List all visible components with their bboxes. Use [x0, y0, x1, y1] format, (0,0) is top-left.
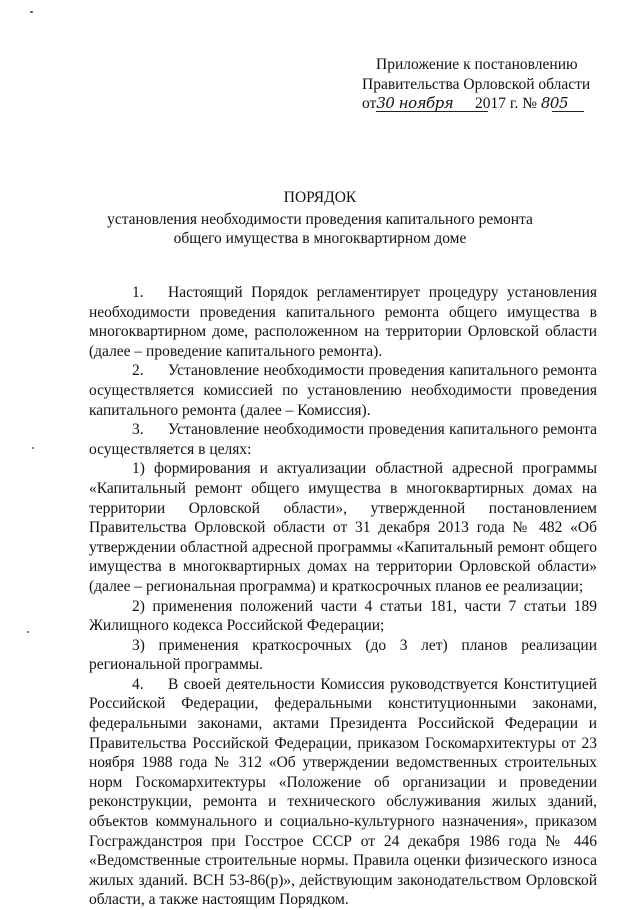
subparagraph-1	[89, 459, 597, 596]
paragraph-text: Установление необходимости проведения капитального ремонта осуществляется комиссией по установлению необходимости проведения капитального ремонта (далее – Комиссия).	[89, 362, 597, 419]
paragraph-text: В своей деятельности Комиссия руководствуется Конституцией Российской Федерации, федеральными конституционными законами, федеральными законами, актами Президента Российской Федерации и Правительства Российской Федерации, приказом Госкомархитектуры от 23 ноября 1988 года № 312 «Об утверждении ведомственных строительных норм Госкомархитектуры «Положение об организации и проведении реконструкции, ремонта и технического обслуживания жилых зданий, объектов коммунального и социально-культурного назначения», приказом Госгражданстроя при Госстрое СССР от 24 декабря 1986 года № 446 «Ведомственные строительные нормы. Правила оценки физического износа жилых зданий. ВСН 53-86(р)», действующим законодательством Орловской области, а также настоящим Порядком.	[89, 675, 597, 909]
document-body	[89, 283, 597, 910]
paragraph-number: 3.	[132, 421, 144, 439]
paragraph-text: 1) формирования и актуализации областной адресной программы «Капитальный ремонт общего имущества в многоквартирных домах на территории Орловской области», утвержденной постановлением Правительства Орловской области от 31 декабря 2013 года № 482 «Об утверждении областной адресной программы «Капитальный ремонт общего имущества в многоквартирных домах на территории Орловской области» (далее – региональная программа) и краткосрочных планов ее реализации;	[89, 460, 597, 595]
year-text: 2017 г. №	[474, 95, 537, 112]
paragraph-1	[89, 283, 597, 361]
subparagraph-3	[89, 636, 597, 675]
date-prefix: от	[362, 95, 377, 112]
title-line-3: общего имущества в многоквартирном доме	[173, 230, 467, 247]
paragraph-2	[89, 361, 597, 420]
handwritten-date: 30 ноября	[376, 94, 454, 112]
paragraph-number: 1.	[132, 284, 144, 301]
paragraph-text: 3) применения краткосрочных (до 3 лет) планов реализации региональной программы.	[89, 636, 597, 674]
paragraph-text: Настоящий Порядок регламентирует процедуру установления необходимости проведения капитального ремонта общего имущества в многоквартирном доме, расположенном на территории Орловской области (далее – проведение капитального ремонта).	[89, 284, 597, 360]
appendix-line-1: Приложение к постановлению	[376, 56, 578, 73]
paragraph-number: 2.	[132, 362, 144, 380]
paragraph-number: 4.	[132, 675, 144, 693]
document-title	[0, 188, 640, 249]
scan-speck	[30, 11, 33, 13]
appendix-header	[362, 55, 622, 114]
scan-speck	[32, 447, 34, 449]
title-line-2: установления необходимости проведения капитального ремонта	[107, 210, 533, 228]
paragraph-3	[89, 420, 597, 459]
date-underline	[376, 111, 488, 112]
paragraph-4	[89, 675, 597, 910]
scan-speck	[27, 631, 29, 633]
number-underline	[552, 111, 584, 112]
appendix-line-2: Правительства Орловской области	[362, 75, 591, 93]
appendix-date-line	[362, 94, 622, 114]
paragraph-text: Установление необходимости проведения капитального ремонта осуществляется в целях:	[89, 421, 597, 458]
handwritten-number: 805	[540, 94, 569, 112]
title-main: ПОРЯДОК	[283, 189, 357, 206]
paragraph-text: 2) применения положений части 4 статьи 181, части 7 статьи 189 Жилищного кодекса Российской Федерации;	[89, 597, 597, 635]
subparagraph-2	[89, 597, 597, 636]
